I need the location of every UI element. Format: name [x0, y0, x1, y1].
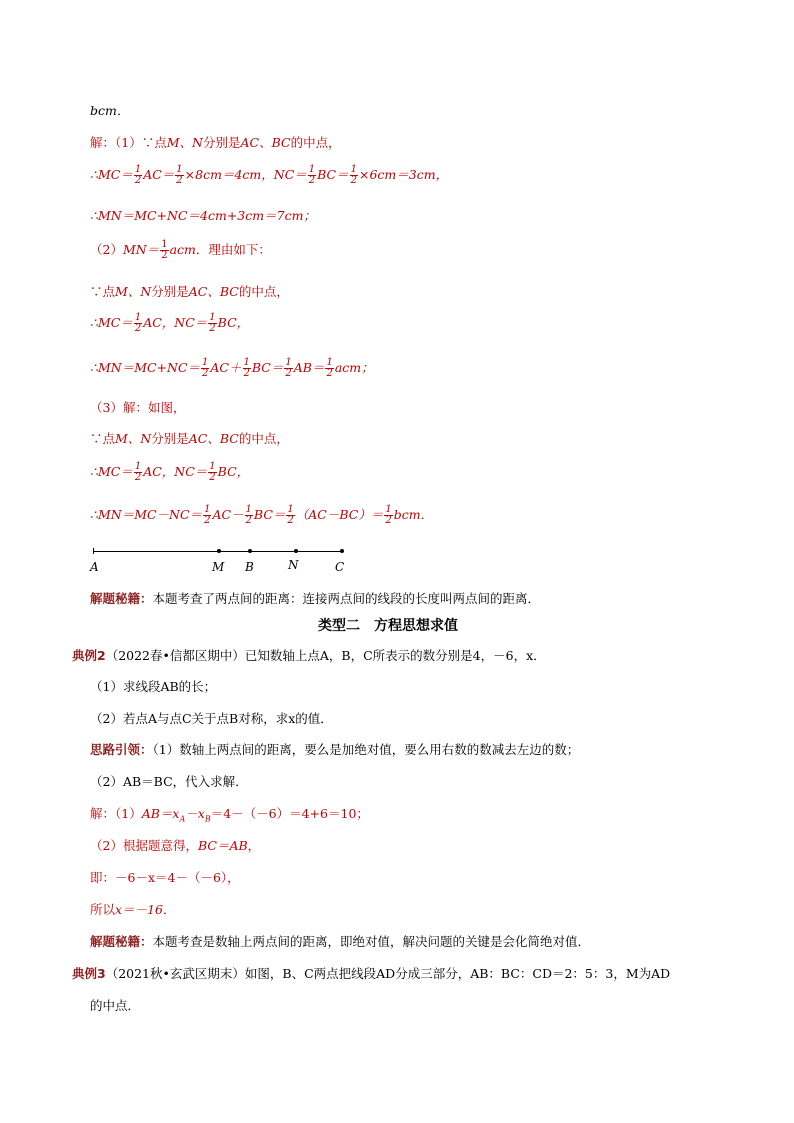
- denominator: 2: [308, 175, 316, 186]
- text-span: （2）根据题意得，: [90, 838, 198, 853]
- fraction: [175, 165, 183, 186]
- text-span: acm；: [334, 360, 374, 375]
- text-line: ∴MN＝MC+NC＝4cm+3cm＝7cm；: [90, 208, 316, 223]
- fraction: [384, 505, 392, 526]
- numerator: 1: [285, 357, 292, 368]
- numerator: 1: [202, 357, 209, 368]
- question-1: （1）求线段AB的长；: [90, 679, 217, 694]
- denominator: 2: [245, 515, 252, 526]
- text-line: bcm．: [90, 103, 130, 118]
- fraction: [160, 240, 168, 261]
- text-span: BC＝: [253, 507, 286, 522]
- text-span: bcm．: [393, 507, 434, 522]
- text-span: ∴MC＝: [90, 464, 133, 479]
- example-header: [72, 966, 670, 982]
- text-span: 分别是: [151, 431, 189, 446]
- denominator: 2: [134, 323, 142, 334]
- solution-line: [90, 838, 260, 854]
- fraction: [243, 358, 251, 379]
- fraction: [350, 165, 358, 186]
- solution-line: [90, 806, 369, 828]
- numerator: 1: [134, 461, 142, 472]
- secret-line: [90, 591, 540, 607]
- question-2: （2）若点A与点C关于点B对称，求x的值．: [90, 711, 333, 726]
- text-span: ＝4－（－6）＝4+6＝10；: [210, 806, 369, 821]
- text-span: AC＋: [210, 360, 242, 375]
- text-span: AC，NC＝: [143, 464, 208, 479]
- text-span: AC－: [212, 507, 244, 522]
- example-header: [72, 648, 546, 664]
- text-span: ．理由如下：: [195, 242, 271, 257]
- numerator: 1: [287, 504, 294, 515]
- fraction: [134, 313, 142, 334]
- secret-text: 本题考查了两点间的距离：连接两点间的线段的长度叫两点间的距离．: [152, 591, 541, 606]
- hint-label: 思路引领：: [90, 742, 153, 757]
- text-line: [90, 462, 249, 483]
- point-m: [217, 549, 221, 553]
- fraction: [284, 358, 292, 379]
- text-span: ∵点: [90, 431, 116, 446]
- text-span: ∵点: [90, 284, 116, 299]
- secret-label: 解题秘籍：: [90, 934, 153, 949]
- secret-line: [90, 934, 590, 950]
- text-span: 的中点，: [238, 284, 289, 299]
- text-line: [90, 505, 433, 526]
- text-span: ∴MC＝: [90, 315, 133, 330]
- text-line: [90, 240, 271, 261]
- example-label: 典例3: [72, 966, 106, 981]
- text-span: ．: [162, 902, 176, 917]
- text-span: 解：（1）∵点: [90, 135, 167, 150]
- label-b: B: [245, 560, 254, 574]
- text-span: AB＝: [293, 360, 325, 375]
- denominator: 2: [202, 368, 209, 379]
- text-span: 分别是: [202, 135, 241, 150]
- text-line: [90, 358, 374, 379]
- numerator: 1: [245, 504, 252, 515]
- point-b: [248, 549, 252, 553]
- text-line: [90, 135, 341, 151]
- numerator: 1: [209, 461, 216, 472]
- text-span: AC，NC＝: [143, 315, 208, 330]
- subscript: A: [179, 814, 186, 824]
- text-span: 的中点，: [290, 135, 341, 150]
- hint-line-2: （2）AB＝BC，代入求解．: [90, 774, 248, 789]
- text-span: ∴MN＝MC+NC＝: [90, 360, 201, 375]
- hint-text: （1）数轴上两点间的距离，要么是加绝对值，要么用右数的数减去左边的数；: [152, 742, 580, 757]
- denominator: 2: [176, 175, 183, 186]
- text-span: AC、BC: [240, 135, 291, 150]
- denominator: 2: [243, 368, 250, 379]
- text-span: MN＝: [122, 242, 160, 257]
- text-span: 的中点，: [238, 431, 289, 446]
- point-c: [340, 549, 344, 553]
- text-span: （AC－BC）＝: [295, 507, 384, 522]
- denominator: 2: [287, 515, 294, 526]
- fraction: [208, 462, 216, 483]
- numerator: 1: [204, 504, 211, 515]
- example-label: 典例2: [72, 648, 106, 663]
- text-span: M、N: [166, 135, 203, 150]
- text-span: 解：（1）: [90, 806, 142, 821]
- text-line: [90, 313, 249, 334]
- text-span: ，: [247, 838, 261, 853]
- fraction: [201, 358, 209, 379]
- text-line: [90, 165, 448, 186]
- endpoint-tick-a: [93, 548, 94, 554]
- numerator: 1: [350, 164, 357, 175]
- text-line: （3）解：如图，: [90, 400, 186, 415]
- point-n: [294, 549, 298, 553]
- subscript: B: [204, 814, 211, 824]
- secret-label: 解题秘籍：: [90, 591, 153, 606]
- text-line: [90, 431, 289, 447]
- label-c: C: [335, 560, 345, 574]
- numerator: 1: [161, 239, 168, 250]
- text-span: BC，: [217, 464, 250, 479]
- text-span: ×6cm＝3cm，: [359, 167, 449, 182]
- numerator: 1: [134, 312, 142, 323]
- text-span: （2）: [90, 242, 123, 257]
- text-span: M、N: [115, 284, 152, 299]
- label-n: N: [288, 558, 299, 572]
- numerator: 1: [209, 312, 216, 323]
- numerator: 1: [134, 164, 142, 175]
- hint-line: [90, 742, 579, 758]
- fraction: [308, 165, 316, 186]
- denominator: 2: [326, 368, 333, 379]
- text-span: BC＝: [251, 360, 284, 375]
- text-span: AC、BC: [188, 431, 239, 446]
- denominator: 2: [209, 323, 216, 334]
- text-span: ∴MN＝MC－NC＝: [90, 507, 203, 522]
- label-a: A: [90, 560, 99, 574]
- fraction: [208, 313, 216, 334]
- denominator: 2: [285, 368, 292, 379]
- denominator: 2: [134, 472, 142, 483]
- example-text: （2021秋•玄武区期末）如图，B、C两点把线段AD分成三部分，AB：BC：CD＝2：5：3，M为AD: [105, 966, 671, 981]
- secret-text: 本题考查是数轴上两点间的距离，即绝对值，解决问题的关键是会化简绝对值．: [152, 934, 591, 949]
- text-span: M、N: [115, 431, 152, 446]
- section-title: 类型二 方程思想求值: [318, 618, 458, 634]
- fraction: [325, 358, 333, 379]
- denominator: 2: [161, 250, 168, 261]
- text-span: －x: [185, 806, 205, 821]
- text-span: ∴MC＝: [90, 167, 133, 182]
- denominator: 2: [350, 175, 357, 186]
- text-span: acm: [169, 242, 196, 257]
- text-span: 所以: [90, 902, 116, 917]
- segment-figure: [90, 545, 350, 580]
- text-line: [90, 284, 289, 300]
- fraction: [203, 505, 211, 526]
- fraction: [245, 505, 253, 526]
- fraction: [134, 165, 142, 186]
- example-text-2: 的中点．: [90, 998, 141, 1013]
- fraction: [134, 462, 142, 483]
- numerator: 1: [385, 504, 392, 515]
- example-text: （2022春•信都区期中）已知数轴上点A，B，C所表示的数分别是4，－6，x．: [105, 648, 546, 663]
- solution-line: [90, 902, 176, 918]
- numerator: 1: [243, 357, 250, 368]
- numerator: 1: [308, 164, 316, 175]
- numerator: 1: [326, 357, 333, 368]
- denominator: 2: [134, 175, 142, 186]
- text-span: x＝－16: [115, 902, 163, 917]
- text-span: ×8cm＝4cm，NC＝: [184, 167, 307, 182]
- text-span: AC＝: [143, 167, 175, 182]
- denominator: 2: [209, 472, 216, 483]
- denominator: 2: [204, 515, 211, 526]
- text-span: BC＝: [317, 167, 349, 182]
- text-span: 分别是: [151, 284, 189, 299]
- numerator: 1: [176, 164, 183, 175]
- text-span: BC，: [217, 315, 250, 330]
- solution-line: 即：－6－x＝4－（－6），: [90, 870, 240, 885]
- text-span: AC、BC: [188, 284, 239, 299]
- denominator: 2: [385, 515, 392, 526]
- text-span: AB＝x: [141, 806, 180, 821]
- text-span: BC＝AB: [197, 838, 248, 853]
- fraction: [286, 505, 294, 526]
- label-m: M: [212, 560, 225, 574]
